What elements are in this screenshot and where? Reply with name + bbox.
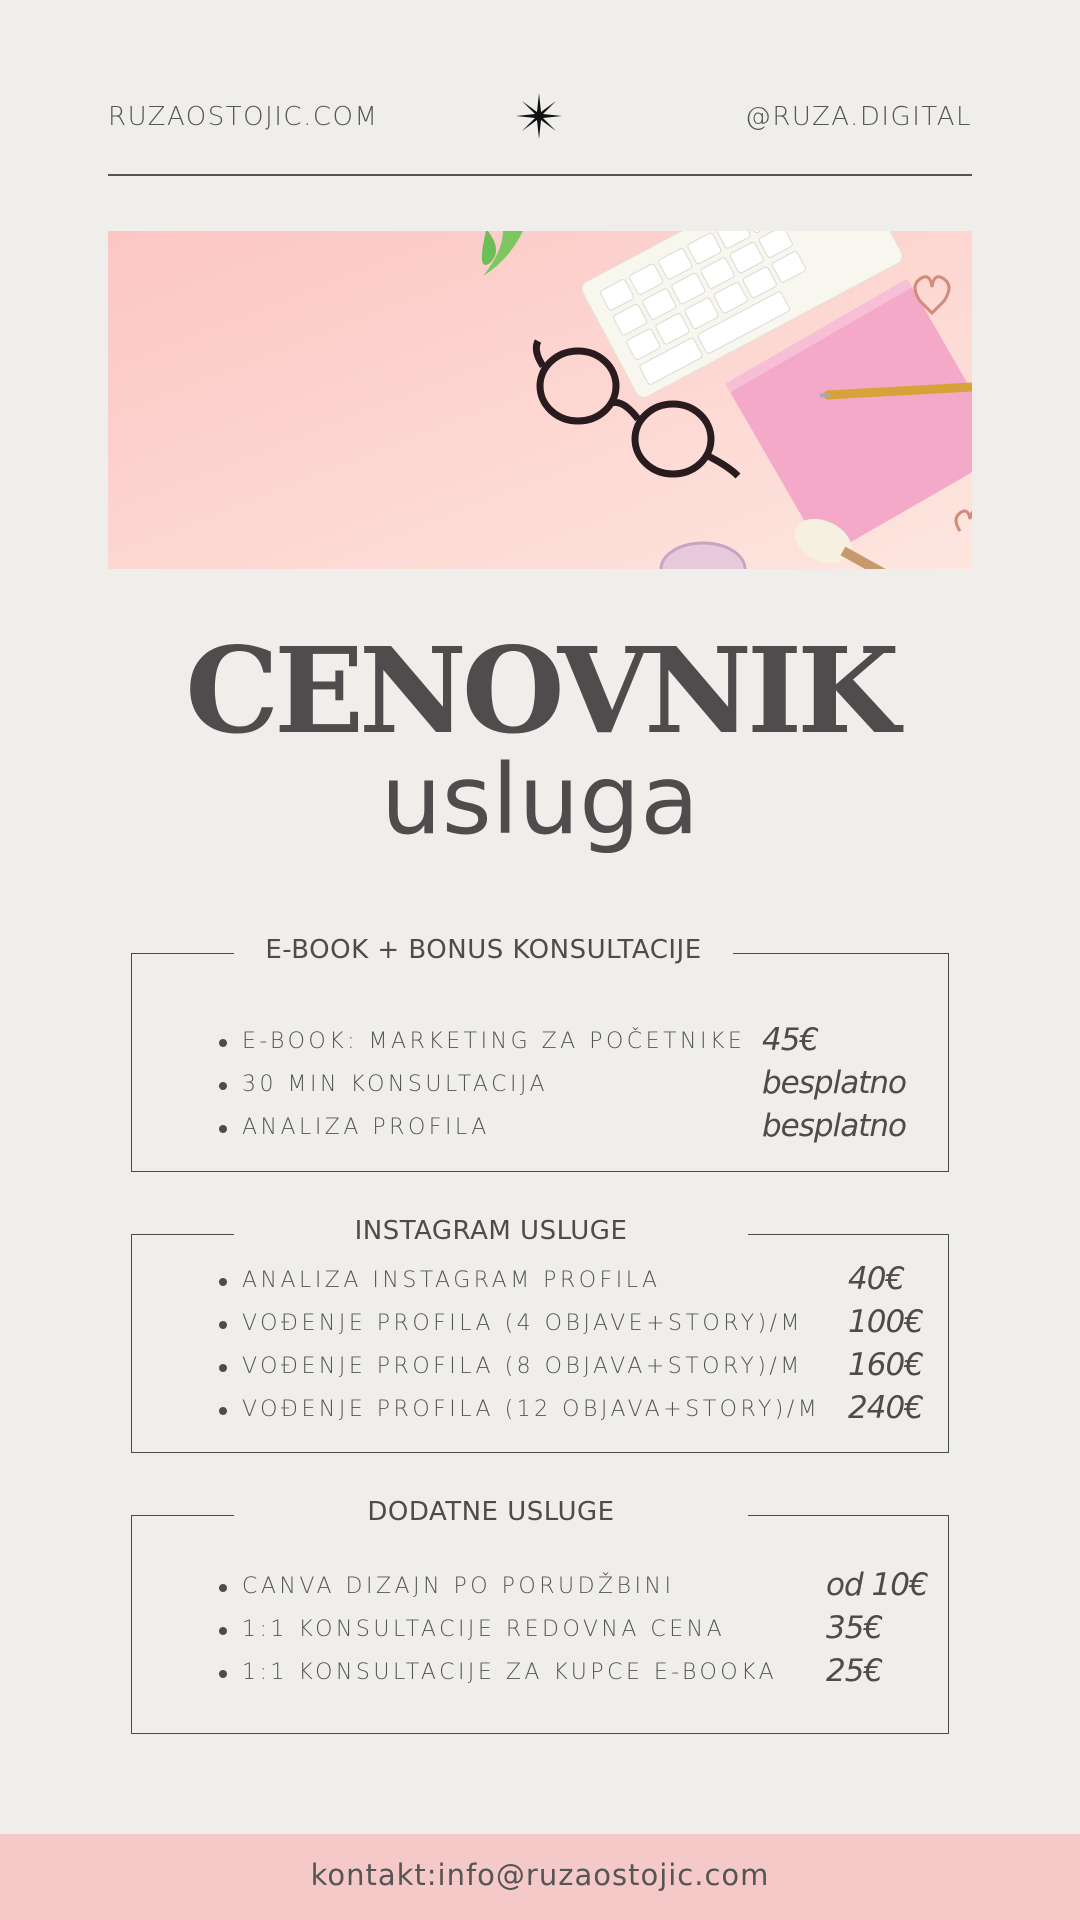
item-price: 35€ <box>826 1610 883 1646</box>
list-item <box>132 1610 948 1650</box>
section-title: E-BOOK + BONUS KONSULTACIJE <box>234 930 733 970</box>
bullet <box>219 1627 227 1635</box>
bullet <box>219 1039 227 1047</box>
bullet <box>219 1082 227 1090</box>
item-price: 160€ <box>848 1347 923 1383</box>
page-subtitle: usluga <box>380 744 700 856</box>
item-label: VOĐENJE PROFILA (12 OBJAVA+STORY)/M <box>242 1397 821 1422</box>
list-item <box>132 1653 948 1693</box>
item-price: besplatno <box>762 1065 906 1101</box>
item-price: od 10€ <box>826 1567 928 1603</box>
item-label: VOĐENJE PROFILA (8 OBJAVA+STORY)/M <box>242 1354 803 1379</box>
item-label: ANALIZA PROFILA <box>242 1115 490 1140</box>
bullet <box>219 1584 227 1592</box>
bullet <box>219 1321 227 1329</box>
list-item <box>132 1390 948 1430</box>
list-item <box>132 1347 948 1387</box>
item-price: 100€ <box>848 1304 923 1340</box>
site-url[interactable]: RUZAOSTOJIC.COM <box>108 102 379 132</box>
item-label: E-BOOK: MARKETING ZA POČETNIKE <box>242 1029 746 1054</box>
list-item <box>132 1261 948 1301</box>
section-additional <box>131 1497 949 1734</box>
item-label: 30 MIN KONSULTACIJA <box>242 1072 549 1097</box>
section-title: DODATNE USLUGE <box>234 1492 748 1532</box>
section-title: INSTAGRAM USLUGE <box>234 1211 748 1251</box>
item-label: VOĐENJE PROFILA (4 OBJAVE+STORY)/M <box>242 1311 804 1336</box>
bullet <box>219 1407 227 1415</box>
item-price: 25€ <box>826 1653 883 1689</box>
item-label: CANVA DIZAJN PO PORUDŽBINI <box>242 1574 675 1599</box>
item-label: 1:1 KONSULTACIJE ZA KUPCE E-BOOKA <box>242 1660 778 1685</box>
item-price: 40€ <box>848 1261 905 1297</box>
header-divider <box>108 174 972 176</box>
list-item <box>132 1304 948 1344</box>
section-ebook <box>131 935 949 1172</box>
bullet <box>219 1278 227 1286</box>
contact-email-link[interactable]: kontakt:info@ruzaostojic.com <box>310 1858 770 1892</box>
item-price: 240€ <box>848 1390 923 1426</box>
page-title: CENOVNIK <box>185 621 895 760</box>
sparkle-star-icon <box>516 93 562 139</box>
item-price: 45€ <box>762 1022 819 1058</box>
bullet <box>219 1670 227 1678</box>
bullet <box>219 1125 227 1133</box>
item-label: 1:1 KONSULTACIJE REDOVNA CENA <box>242 1617 726 1642</box>
list-item <box>132 1065 948 1105</box>
list-item <box>132 1022 948 1062</box>
section-instagram <box>131 1216 949 1453</box>
item-label: ANALIZA INSTAGRAM PROFILA <box>242 1268 661 1293</box>
list-item <box>132 1108 948 1148</box>
bullet <box>219 1364 227 1372</box>
item-price: besplatno <box>762 1108 906 1144</box>
footer-bar <box>0 1834 1080 1920</box>
social-handle[interactable]: @RUZA.DIGITAL <box>744 102 972 132</box>
hero-image <box>108 231 972 569</box>
list-item <box>132 1567 948 1607</box>
